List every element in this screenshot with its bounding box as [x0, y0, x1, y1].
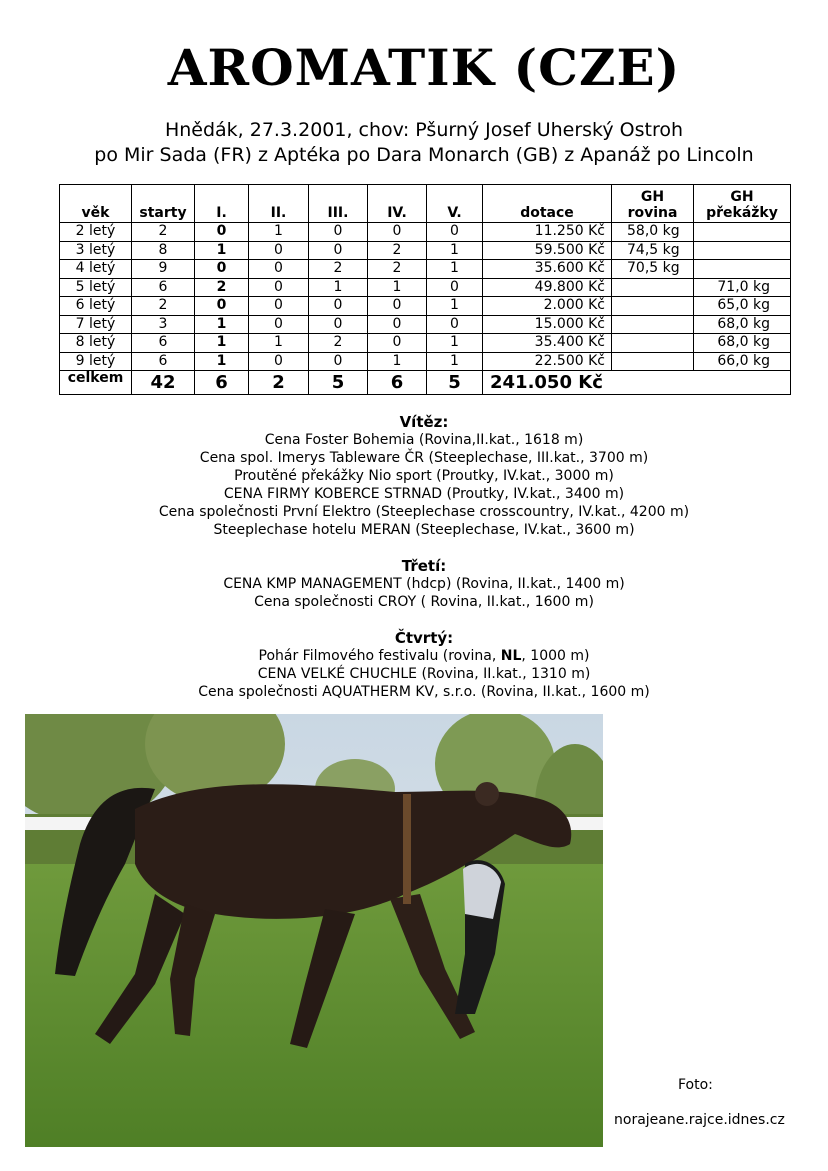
cell-gh-jumps: 71,0 kg [694, 278, 791, 297]
cell-second: 0 [249, 315, 309, 334]
fourth-place-race: CENA VELKÉ CHUCHLE (Rovina, II.kat., 1310 m) [257, 666, 591, 682]
cell-third: 2 [309, 334, 368, 353]
header-prize-money: dotace [483, 185, 612, 223]
winner-race: Proutěné překážky Nio sport (Proutky, IV.kat., 3000 m) [234, 468, 614, 484]
cell-prize-money: 35.600 Kč [483, 260, 612, 279]
table-row [60, 260, 791, 279]
photo-credit-source: norajeane.rajce.idnes.cz [614, 1112, 785, 1128]
cell-age: 5 letý [60, 278, 132, 297]
horse-details: Hnědák, 27.3.2001, chov: Pšurný Josef Uherský Ostroh [164, 119, 684, 141]
cell-age: 6 letý [60, 297, 132, 316]
cell-gh-flat: 70,5 kg [612, 260, 694, 279]
cell-gh-flat [612, 278, 694, 297]
cell-prize-money: 59.500 Kč [483, 241, 612, 260]
winner-race: CENA FIRMY KOBERCE STRNAD (Proutky, IV.kat., 3400 m) [223, 486, 625, 502]
cell-gh-jumps: 66,0 kg [694, 352, 791, 371]
photo-credit-label: Foto: [678, 1077, 713, 1093]
cell-gh-jumps: 68,0 kg [694, 334, 791, 353]
third-place-race: Cena společnosti CROY ( Rovina, II.kat., 1600 m) [254, 594, 594, 610]
cell-age: 4 letý [60, 260, 132, 279]
cell-prize-money: 11.250 Kč [483, 223, 612, 242]
cell-third: 0 [309, 315, 368, 334]
cell-second: 0 [249, 278, 309, 297]
cell-second: 1 [249, 334, 309, 353]
cell-starts: 2 [132, 223, 195, 242]
cell-third: 0 [309, 297, 368, 316]
cell-first: 1 [195, 241, 249, 260]
cell-first: 1 [195, 315, 249, 334]
cell-first: 0 [195, 223, 249, 242]
cell-gh-flat [612, 297, 694, 316]
cell-prize-money: 35.400 Kč [483, 334, 612, 353]
cell-fifth: 1 [427, 352, 483, 371]
cell-starts: 6 [132, 334, 195, 353]
cell-age: 3 letý [60, 241, 132, 260]
cell-fifth: 0 [427, 278, 483, 297]
header-gh-jumps: GH překážky [694, 185, 791, 223]
cell-fifth: 1 [427, 241, 483, 260]
cell-prize-money: 15.000 Kč [483, 315, 612, 334]
cell-fourth: 0 [368, 297, 427, 316]
cell-fifth: 0 [427, 315, 483, 334]
header-second: II. [249, 185, 309, 223]
cell-third: 0 [309, 352, 368, 371]
cell-gh-jumps: 65,0 kg [694, 297, 791, 316]
race-results [0, 413, 828, 701]
cell-gh-jumps: 68,0 kg [694, 315, 791, 334]
cell-fourth: 0 [368, 315, 427, 334]
table-row [60, 241, 791, 260]
cell-fourth: 1 [368, 278, 427, 297]
total-starts: 42 [132, 371, 195, 395]
cell-first: 2 [195, 278, 249, 297]
fourth-place-race: Pohár Filmového festivalu (rovina, NL, 1000 m) [258, 648, 590, 664]
table-total-row [60, 371, 791, 395]
cell-prize-money: 22.500 Kč [483, 352, 612, 371]
cell-second: 0 [249, 297, 309, 316]
total-label: celkem [60, 371, 132, 395]
table-row [60, 297, 791, 316]
header-first: I. [195, 185, 249, 223]
cell-fourth: 0 [368, 223, 427, 242]
winner-race: Steeplechase hotelu MERAN (Steeplechase, IV.kat., 3600 m) [213, 522, 635, 538]
header-starts: starty [132, 185, 195, 223]
header-gh-flat: GH rovina [612, 185, 694, 223]
header-fifth: V. [427, 185, 483, 223]
total-prize-money: 241.050 Kč [483, 371, 791, 395]
cell-second: 0 [249, 241, 309, 260]
third-place-heading: Třetí: [401, 557, 447, 575]
fourth-place-heading: Čtvrtý: [394, 629, 454, 647]
cell-first: 1 [195, 352, 249, 371]
cell-prize-money: 2.000 Kč [483, 297, 612, 316]
header-third: III. [309, 185, 368, 223]
cell-gh-flat [612, 315, 694, 334]
horse-pedigree: po Mir Sada (FR) z Aptéka po Dara Monarch (GB) z Apanáž po Lincoln [94, 144, 754, 166]
cell-fifth: 1 [427, 297, 483, 316]
total-first: 6 [195, 371, 249, 395]
cell-gh-jumps [694, 260, 791, 279]
total-second: 2 [249, 371, 309, 395]
table-row [60, 315, 791, 334]
cell-first: 0 [195, 297, 249, 316]
cell-fourth: 2 [368, 241, 427, 260]
cell-gh-flat [612, 334, 694, 353]
table-row [60, 223, 791, 242]
header-fourth: IV. [368, 185, 427, 223]
cell-gh-flat: 74,5 kg [612, 241, 694, 260]
cell-first: 1 [195, 334, 249, 353]
cell-fifth: 1 [427, 260, 483, 279]
cell-age: 8 letý [60, 334, 132, 353]
cell-gh-flat: 58,0 kg [612, 223, 694, 242]
horse-name-title: AROMATIK (CZE) [167, 38, 681, 97]
winner-heading: Vítěz: [399, 413, 449, 431]
cell-third: 0 [309, 241, 368, 260]
cell-third: 0 [309, 223, 368, 242]
table-row [60, 352, 791, 371]
cell-gh-jumps [694, 223, 791, 242]
cell-third: 2 [309, 260, 368, 279]
winner-race: Cena spol. Imerys Tableware ČR (Steeplechase, III.kat., 3700 m) [199, 450, 649, 466]
cell-second: 0 [249, 352, 309, 371]
cell-second: 1 [249, 223, 309, 242]
cell-starts: 9 [132, 260, 195, 279]
total-third: 5 [309, 371, 368, 395]
cell-age: 9 letý [60, 352, 132, 371]
total-fourth: 6 [368, 371, 427, 395]
cell-fifth: 1 [427, 334, 483, 353]
horse-photo [25, 714, 603, 1147]
third-place-race: CENA KMP MANAGEMENT (hdcp) (Rovina, II.kat., 1400 m) [223, 576, 625, 592]
table-row [60, 278, 791, 297]
winner-race: Cena společnosti První Elektro (Steeplechase crosscountry, IV.kat., 4200 m) [158, 504, 690, 520]
cell-starts: 8 [132, 241, 195, 260]
cell-starts: 6 [132, 352, 195, 371]
cell-gh-flat [612, 352, 694, 371]
table-header-row [60, 185, 791, 223]
racing-record-table [59, 184, 791, 395]
fourth-place-race: Cena společnosti AQUATHERM KV, s.r.o. (Rovina, II.kat., 1600 m) [198, 684, 650, 700]
cell-prize-money: 49.800 Kč [483, 278, 612, 297]
cell-gh-jumps [694, 241, 791, 260]
cell-fourth: 0 [368, 334, 427, 353]
table-row [60, 334, 791, 353]
cell-third: 1 [309, 278, 368, 297]
cell-first: 0 [195, 260, 249, 279]
cell-starts: 3 [132, 315, 195, 334]
cell-fifth: 0 [427, 223, 483, 242]
cell-starts: 6 [132, 278, 195, 297]
cell-starts: 2 [132, 297, 195, 316]
total-fifth: 5 [427, 371, 483, 395]
header-age: věk [60, 185, 132, 223]
cell-second: 0 [249, 260, 309, 279]
cell-fourth: 1 [368, 352, 427, 371]
cell-fourth: 2 [368, 260, 427, 279]
cell-age: 2 letý [60, 223, 132, 242]
winner-race: Cena Foster Bohemia (Rovina,II.kat., 1618 m) [264, 432, 584, 448]
cell-age: 7 letý [60, 315, 132, 334]
